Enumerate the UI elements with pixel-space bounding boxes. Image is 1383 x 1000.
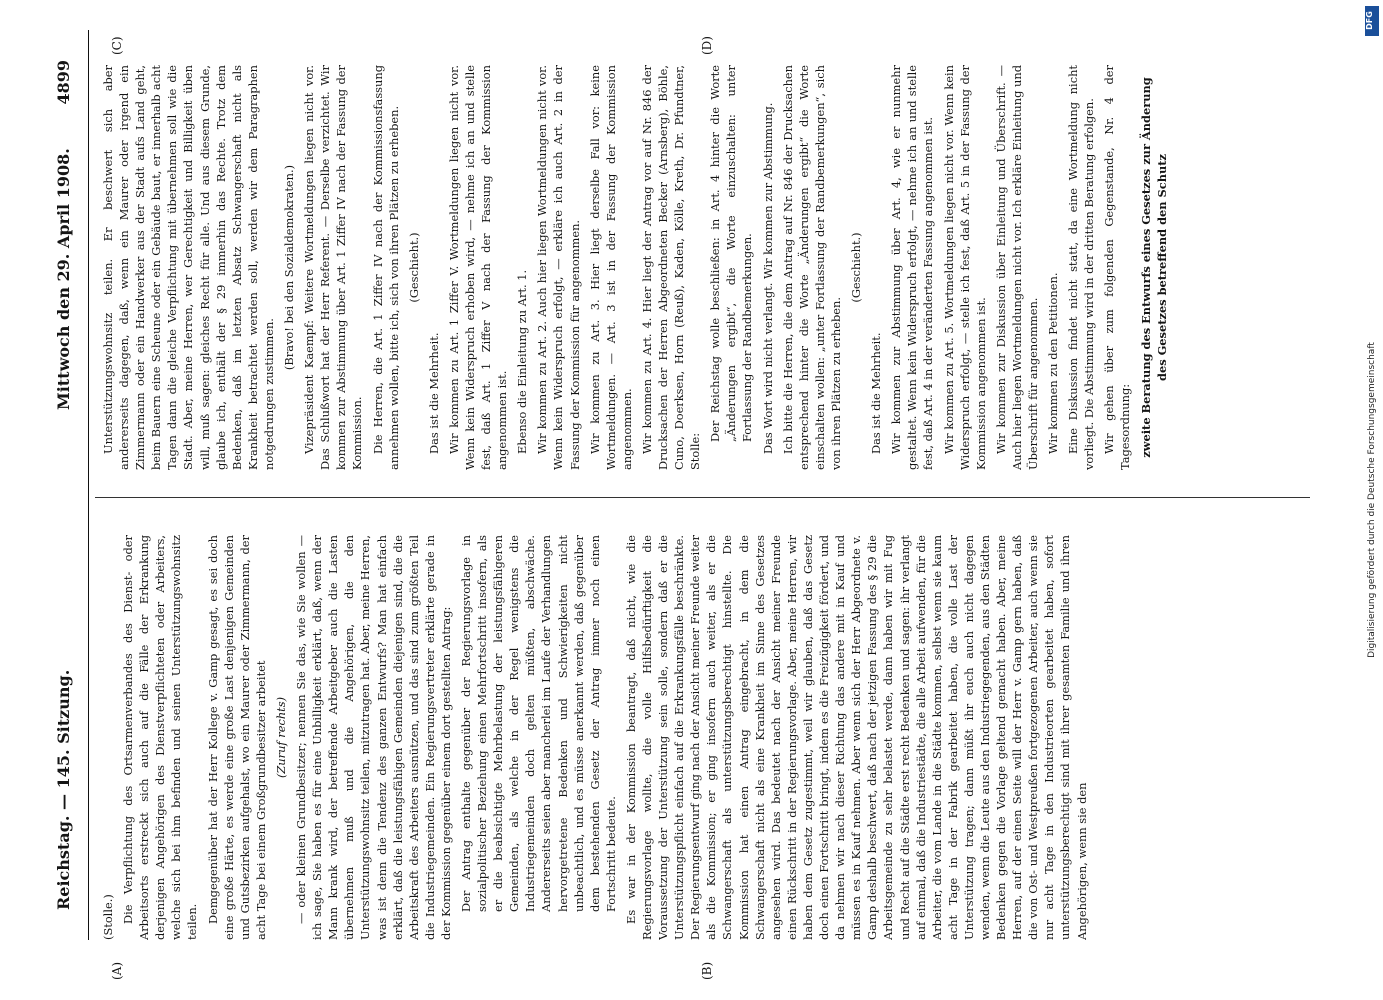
interjection: (Geschieht.) [849, 232, 864, 303]
paragraph: Das Wort wird nicht verlangt. Wir kommen zur Abstimmung. [760, 102, 775, 454]
marker-b: (B) [700, 961, 714, 980]
column-divider [95, 497, 1310, 498]
paragraph: Die Verpflichtung des Ortsarmenverbandes des Dienst- oder Arbeitsorts erstreckt sich auch auf die Fälle der Erkrankung derjenigen Angehörigen des Dienstverpflichteten oder Arbeiters, welche sich bei ihm befinden und seinen Unterstützungswohnsitz teilen. [121, 535, 200, 940]
paragraph: Ich bitte die Herren, die dem Antrag auf Nr. 846 der Drucksachen entsprechend hinter die Worte „Änderungen ergibt“ die Worte einschalten wollen: „unter Fortlassung der Randbemerkungen“, sich von ihren Plätzen zu erheben. [780, 65, 843, 470]
paragraph: Das ist die Mehrheit. [426, 332, 441, 454]
dfg-logo-text: DFG [1364, 11, 1374, 30]
column-left [100, 535, 1320, 940]
paragraph: — oder kleinen Grundbesitzer; nennen Sie das, wie Sie wollen — ich sage, Sie haben es für eine Unbilligkeit erklärt, daß, wenn der Mann krank wird, der betreffende Arbeitgeber auch die Lasten übernehmen muß und die Angehörigen, die den Unterstützungswohnsitz teilen, mitzutragen hat. Aber, meine Herren, was ist denn die Tendenz des ganzen Entwurfs? Man hat einfach erklärt, daß die leistungsfähigen Gemeinden diejenigen sind, die die Arbeitskraft des Arbeiters ausnützen, und das sind zum größten Teil die Industriegemeinden. Ein Regierungsvertreter erklärte gerade in der Kommission gegenüber einem dort gestellten Antrag: [294, 535, 453, 940]
header-date: Mittwoch den 29. April 1908. [54, 148, 73, 410]
paragraph: Wir gehen über zum folgenden Gegenstande, Nr. 4 der Tagesordnung: [1102, 65, 1133, 470]
paragraph: Wir kommen zu Art. 3. Hier liegt derselbe Fall vor: keine Wortmeldungen. — Art. 3 ist in der Fassung der Kommission angenommen. [587, 65, 634, 470]
paragraph: Wir kommen zur Abstimmung über Art. 4, wie er nunmehr gestaltet. Wenn kein Widerspruch erfolgt, — nehme ich an und stelle fest, daß Art. 4 in der veränderten Fassung angenommen ist. [889, 65, 936, 470]
paragraph: Wir kommen zu den Petitionen. [1046, 272, 1061, 454]
paragraph: Ebenso die Einleitung zu Art. 1. [515, 269, 530, 454]
paragraph: Vizepräsident Kaempf: Weitere Wortmeldungen liegen nicht vor. Das Schlußwort hat der Herr Referent. — Derselbe verzichtet. Wir kommen zur Abstimmung über Art. 1 Ziffer IV nach der Fassung der Kommission. [302, 65, 365, 470]
paragraph: Die Herren, die Art. 1 Ziffer IV nach der Kommissionsfassung annehmen wollen, bitte ich, sich von ihren Plätzen zu erheben. [370, 65, 401, 470]
agenda-item: zweite Beratung des Entwurfs eines Gesetzes zur Änderung des Gesetzes betreffend den Schutz [1138, 77, 1169, 458]
column-right [100, 65, 1320, 470]
paragraph: Demgegenüber hat der Herr Kollege v. Gamp gesagt, es sei doch eine große Härte, es werde eine große Last denjenigen Gemeinden und Gutsbezirken aufgehalst, wo ein Maurer oder Zimmermann, der acht Tage bei einem Großgrundbesitzer arbeitet [205, 535, 268, 940]
header-rule [88, 30, 89, 940]
paragraph: Wir kommen zu Art. 2. Auch hier liegen Wortmeldungen nicht vor. Wenn kein Widerspruch erfolgt, — erkläre ich auch Art. 2 in der Fassung der Kommission für angenommen. [535, 65, 582, 470]
marker-c: (C) [110, 36, 124, 55]
interjection: (Geschieht.) [406, 232, 421, 303]
speaker-label: (Stolle.) [101, 894, 115, 940]
paragraph: Wir kommen zur Diskussion über Einleitung und Überschrift. — Auch hier liegen Wortmeldungen nicht vor. Ich erkläre Einleitung und Überschrift für angenommen. [993, 65, 1040, 470]
paragraph: Wir kommen zu Art. 5. Wortmeldungen liegen nicht vor. Wenn kein Widerspruch erfolgt, — stelle ich fest, daß Art. 5 in der Fassung der Kommission angenommen ist. [941, 65, 988, 470]
dfg-logo [1365, 6, 1379, 36]
interjection: (Zuruf rechts) [273, 696, 288, 779]
paragraph: Wir kommen zu Art. 1 Ziffer V. Wortmeldungen liegen nicht vor. Wenn kein Widerspruch erhoben wird, — nehme ich an und stelle fest, daß Art. 1 Ziffer V nach der Fassung der Kommission angenommen ist. [446, 65, 510, 470]
digitization-note [1363, 40, 1381, 960]
paragraph: Eine Diskussion findet nicht statt, da eine Wortmeldung nicht vorliegt. Die Abstimmung wird in der dritten Beratung erfolgen. [1066, 65, 1097, 470]
marker-d: (D) [700, 36, 714, 55]
quotation: Der Antrag enthalte gegenüber der Regierungsvorlage in sozialpolitischer Beziehung einen Mehrfortschritt insofern, als er die beabsichtigte Mehrbelastung der leistungsfähigeren Gemeinden, als welche in der Regel wenigstens die Industriegemeinden doch gelten müßten, abschwäche. Andererseits seien aber mancherlei im Laufe der Verhandlungen hervorgetretene Bedenken und Schwierigkeiten nicht unbeachtlich, und es müsse anerkannt werden, daß gegenüber dem bestehenden Gesetz der Antrag immer noch einen Fortschritt bedeute. [458, 535, 618, 912]
paragraph: Wir kommen zu Art. 4. Hier liegt der Antrag vor auf Nr. 846 der Drucksachen der Herren Abgeordneten Becker (Arnsberg), Böhle, Cuno, Doerksen, Horn (Reuß), Kaden, Kölle, Kreth, Dr. Pfundtner, Stolle: [639, 65, 703, 470]
page-header [44, 20, 84, 970]
paragraph: Es war in der Kommission beantragt, daß nicht, wie die Regierungsvorlage wollte, die volle Hilfsbedürftigkeit die Voraussetzung der Unterstützung sein solle, sondern daß er die Unterstützungspflicht einfach auf die Erkrankungsfälle beschränkte. Der Regierungsentwurf ging nach der Ansicht meiner Freunde weiter als die Kommission; er ging insofern auch weiter, als er die Schwangerschaft als unterstützungsberechtigt hinstellte. Die Kommission hat einen Antrag eingebracht, in dem die Schwangerschaft nicht als eine Krankheit im Sinne des Gesetzes angesehen wird. Das bedeutet nach der Ansicht meiner Freunde einen Rückschritt in der Regierungsvorlage. Aber, meine Herren, wir haben dem Gesetz zugestimmt, weil wir glauben, daß das Gesetz doch einen Fortschritt bringt, indem es die Freizügigkeit fördert, und da nehmen wir nach dieser Richtung das andere mit in Kauf und müssen es in Kauf nehmen. Aber wenn sich der Herr Abgeordnete v. Gamp deshalb beschwert, daß nach der jetzigen Fassung des § 29 die Arbeitsgemeinde zu sehr belastet werde, dann haben wir mit Fug und Recht auf die Städte erst recht Bedenken und sagen: ihr verlangt auf einmal, daß die Industriestädte, die alle Arbeit aufwenden, für die Arbeiter, die vom Lande in die Städte kommen, selbst wenn sie kaum acht Tage in der Fabrik gearbeitet haben, die volle Last der Unterstützung tragen; dann müßt ihr euch auch nicht dagegen wenden, wenn die Leute aus den Industriegegenden, aus den Städten Bedenken gegen die Vorlage geltend gemacht haben. Aber, meine Herren, auf der einen Seite will der Herr v. Gamp gern haben, daß die von Ost- und Westpreußen fortgezogenen Arbeiter, auch wenn sie nur acht Tage in den Industrieorten gearbeitet haben, sofort unterstützungsberechtigt sind mit ihrer gesamten Familie und ihren Angehörigen, wenn sie den [623, 535, 1089, 940]
paragraph: Das ist die Mehrheit. [869, 332, 884, 454]
interjection: (Bravo! bei den Sozialdemokraten.) [282, 164, 297, 371]
marker-a: (A) [110, 961, 124, 980]
page-number: 4899 [54, 60, 73, 105]
quotation: Der Reichstag wolle beschließen: in Art. 4 hinter die Worte „Änderungen ergibt“, die Worte einzuschalten: unter Fortlassung der Randbemerkungen. [708, 65, 755, 442]
paragraph: Unterstützungswohnsitz teilen. Er beschwert sich aber andererseits dagegen, daß, wenn ein Maurer oder irgend ein Zimmermann oder ein Handwerker aus der Stadt aufs Land geht, beim Bauern eine Scheune oder ein Gebäude baut, er innerhalb acht Tagen dann die gleiche Verpflichtung mit übernehmen soll wie die Stadt. Aber, meine Herren, wer Gerechtigkeit und Billigkeit üben will, muß sagen: gleiches Recht für alle. Und aus diesem Grunde, glaube ich, enthält der § 29 immerhin das Rechte. Trotz dem Bedenken, daß im letzten Absatz Schwangerschaft nicht als Krankheit betrachtet werden soll, werden wir dem Paragraphen notgedrungen zustimmen. [101, 65, 276, 470]
header-left: Reichstag. — 145. Sitzung. [54, 669, 73, 910]
digitization-text: Digitalisierung gefördert durch die Deutsche Forschungsgemeinschaft [1367, 342, 1377, 658]
